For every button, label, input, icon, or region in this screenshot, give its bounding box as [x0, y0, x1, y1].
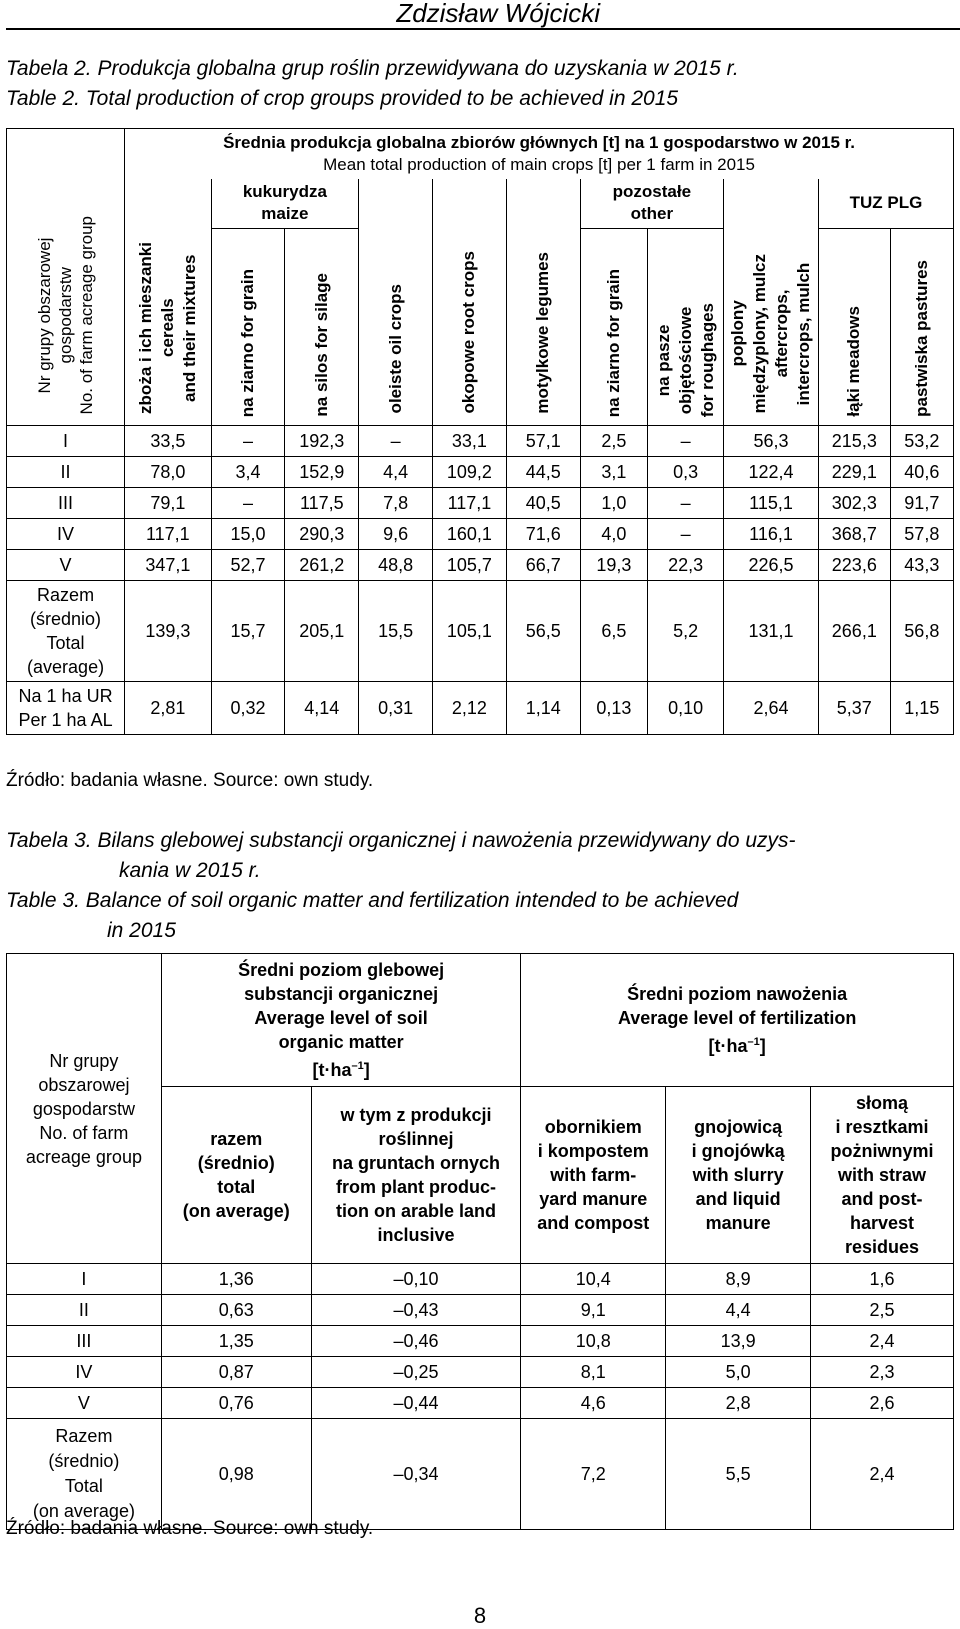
table-cell: 0,32 [211, 682, 285, 735]
group-col-l2: gospodarstw [56, 266, 76, 363]
main-head-pl: Średnia produkcja globalna zbiorów głównych [t] na 1 gospodarstwo w 2015 r. [223, 132, 856, 152]
table-cell: 2,5 [580, 426, 647, 457]
row-label: I [7, 1264, 162, 1295]
table-cell: 4,14 [285, 682, 359, 735]
table3-total-row [7, 1419, 954, 1530]
table-cell: 57,8 [890, 519, 953, 550]
cereals-l1: zboża i ich mieszanki [135, 241, 155, 414]
table-cell: 368,7 [818, 519, 890, 550]
table-cell: 79,1 [125, 488, 211, 519]
table-cell: 13,9 [666, 1326, 811, 1357]
other-en: other [630, 204, 674, 224]
table3-caption-en-2: in 2015 [107, 919, 176, 942]
table-cell: 15,0 [211, 519, 285, 550]
table-cell: 5,37 [818, 682, 890, 735]
table2-source: Źródło: badania własne. Source: own study. [6, 770, 374, 791]
table-cell: 56,3 [724, 426, 819, 457]
other-header [580, 179, 723, 229]
table-cell: 1,14 [506, 682, 580, 735]
table2 [6, 128, 954, 735]
table-cell: 8,9 [666, 1264, 811, 1295]
table-cell: 53,2 [890, 426, 953, 457]
total-label: Razem (średnio) Total (average) [7, 581, 125, 682]
maize-grain-header: na ziarno for grain [211, 229, 285, 426]
cereals-l2: cereals [157, 298, 177, 358]
table2-group-col-header [7, 129, 125, 426]
table-cell: 5,2 [648, 581, 724, 682]
table3 [6, 953, 954, 1530]
table3-caption-en-1: Table 3. Balance of soil organic matter and fertilization intended to be achieved [6, 889, 739, 912]
table-cell: 261,2 [285, 550, 359, 581]
table-cell: 9,1 [521, 1295, 666, 1326]
table-cell: 40,5 [506, 488, 580, 519]
table3-body [7, 1264, 954, 1419]
cereals-header [125, 179, 211, 426]
table-cell: 2,12 [433, 682, 507, 735]
row-label: I [7, 426, 125, 457]
table-cell: 52,7 [211, 550, 285, 581]
table-cell: 205,1 [285, 581, 359, 682]
table-cell: 22,3 [648, 550, 724, 581]
table-cell: 10,8 [521, 1326, 666, 1357]
table-cell: 1,0 [580, 488, 647, 519]
table-cell: –0,43 [311, 1295, 521, 1326]
table-cell: – [359, 426, 433, 457]
table-cell: 1,35 [161, 1326, 311, 1357]
col-plant-header: w tym z produkcji roślinnej na gruntach ornych from plant produc- tion on arable land inclusive [311, 1087, 521, 1264]
table3-source: Źródło: badania własne. Source: own study. [6, 1518, 374, 1539]
table-cell: 78,0 [125, 457, 211, 488]
table-cell: – [648, 426, 724, 457]
table-cell: 4,4 [666, 1295, 811, 1326]
table-cell: 105,1 [433, 581, 507, 682]
table-cell: –0,46 [311, 1326, 521, 1357]
table-cell: 0,10 [648, 682, 724, 735]
table-cell: 290,3 [285, 519, 359, 550]
table-cell: 33,1 [433, 426, 507, 457]
table-cell: 71,6 [506, 519, 580, 550]
table-cell: 2,3 [811, 1357, 954, 1388]
intercrops-header: poplony międzyplony, mulcz aftercrops, intercrops, mulch [724, 179, 819, 426]
table-cell: 56,5 [506, 581, 580, 682]
table-row [7, 1388, 954, 1419]
table-cell: 2,6 [811, 1388, 954, 1419]
table-cell: 4,0 [580, 519, 647, 550]
table-cell: 226,5 [724, 550, 819, 581]
table3-caption-pl-1: Tabela 3. Bilans glebowej substancji organicznej i nawożenia przewidywany do uzys- [6, 829, 796, 852]
table-cell: – [211, 488, 285, 519]
table-cell: 115,1 [724, 488, 819, 519]
table-cell: 0,76 [161, 1388, 311, 1419]
table-cell: 1,6 [811, 1264, 954, 1295]
table-cell: 56,8 [890, 581, 953, 682]
table-cell: 192,3 [285, 426, 359, 457]
table-cell: – [648, 519, 724, 550]
table-cell: 10,4 [521, 1264, 666, 1295]
table-cell: 2,4 [811, 1326, 954, 1357]
table2-caption-en: Table 2. Total production of crop groups provided to be achieved in 2015 [6, 87, 679, 110]
pastures-header: pastwiska pastures [890, 229, 953, 426]
table-cell: 7,2 [521, 1419, 666, 1530]
table-cell: 229,1 [818, 457, 890, 488]
table-row [7, 488, 954, 519]
tuz-plg: TUZ PLG [849, 193, 923, 213]
table-cell: –0,25 [311, 1357, 521, 1388]
row-label: II [7, 457, 125, 488]
page-header [0, 0, 960, 30]
tuz-plg-header [818, 179, 953, 229]
table-cell: 0,98 [161, 1419, 311, 1530]
table2-body [7, 426, 954, 581]
table-row [7, 1264, 954, 1295]
perha-label: Na 1 ha UR Per 1 ha AL [7, 682, 125, 735]
table-cell: 0,87 [161, 1357, 311, 1388]
table-cell: 4,4 [359, 457, 433, 488]
table-cell: 15,7 [211, 581, 285, 682]
table-cell: 0,13 [580, 682, 647, 735]
table-cell: 266,1 [818, 581, 890, 682]
table-cell: 2,64 [724, 682, 819, 735]
table3-caption [6, 826, 796, 946]
table-cell: 116,1 [724, 519, 819, 550]
table-cell: 160,1 [433, 519, 507, 550]
table-row [7, 1357, 954, 1388]
table-cell: 347,1 [125, 550, 211, 581]
table2-caption-pl: Tabela 2. Produkcja globalna grup roślin przewidywana do uzyskania w 2015 r. [6, 57, 739, 80]
table3-total-label: Razem (średnio) Total (on average) [7, 1419, 162, 1530]
table-cell: 3,4 [211, 457, 285, 488]
table-cell: 2,5 [811, 1295, 954, 1326]
table-cell: 109,2 [433, 457, 507, 488]
table-cell: 152,9 [285, 457, 359, 488]
row-label: IV [7, 1357, 162, 1388]
table-cell: 48,8 [359, 550, 433, 581]
table-cell: 5,0 [666, 1357, 811, 1388]
table-cell: 2,81 [125, 682, 211, 735]
table-cell: 105,7 [433, 550, 507, 581]
table-cell: 9,6 [359, 519, 433, 550]
table-cell: 43,3 [890, 550, 953, 581]
table-cell: –0,34 [311, 1419, 521, 1530]
table-cell: 223,6 [818, 550, 890, 581]
maize-pl: kukurydza [242, 182, 327, 202]
table-cell: 117,1 [125, 519, 211, 550]
oil-header: oleiste oil crops [359, 179, 433, 426]
table-row [7, 426, 954, 457]
author-name: Zdzisław Wójcicki [396, 0, 600, 28]
table-cell: 1,36 [161, 1264, 311, 1295]
table-cell: – [211, 426, 285, 457]
table-cell: –0,44 [311, 1388, 521, 1419]
table2-main-header [125, 129, 954, 179]
table-cell: –0,10 [311, 1264, 521, 1295]
table-cell: 7,8 [359, 488, 433, 519]
table-cell: 1,15 [890, 682, 953, 735]
table-cell: 302,3 [818, 488, 890, 519]
table-cell: 4,6 [521, 1388, 666, 1419]
col-straw-header: słomą i resztkami pożniwnymi with straw and post- harvest residues [811, 1087, 954, 1264]
col-fym-header: obornikiem i kompostem with farm- yard manure and compost [521, 1087, 666, 1264]
fert-header: Średni poziom nawożenia Average level of fertilization $[t\cdot ha^{-1}]$ [521, 954, 954, 1087]
main-head-en: Mean total production of main crops [t] per 1 farm in 2015 [323, 154, 755, 174]
table-row [7, 457, 954, 488]
table-cell: 215,3 [818, 426, 890, 457]
maize-en: maize [261, 204, 309, 224]
col-total-header: razem (średnio) total (on average) [161, 1087, 311, 1264]
table-cell: 57,1 [506, 426, 580, 457]
table-cell: 2,8 [666, 1388, 811, 1419]
table2-perha-row [7, 682, 954, 735]
table-cell: 44,5 [506, 457, 580, 488]
table-cell: 6,5 [580, 581, 647, 682]
table-cell: 3,1 [580, 457, 647, 488]
row-label: II [7, 1295, 162, 1326]
other-pl: pozostałe [612, 182, 692, 202]
maize-header [211, 179, 359, 229]
meadows-header: łąki meadows [818, 229, 890, 426]
row-label: V [7, 1388, 162, 1419]
roughage-header: na pasze objętościowe for roughages [648, 229, 724, 426]
table-cell: 40,6 [890, 457, 953, 488]
table-cell: 15,5 [359, 581, 433, 682]
table-cell: 117,1 [433, 488, 507, 519]
som-header: Średni poziom glebowej substancji organicznej Average level of soil organic matter $[t\cdot ha^{-1}]$ [161, 954, 520, 1087]
table-row [7, 1295, 954, 1326]
table-cell: 117,5 [285, 488, 359, 519]
group-col-l3: No. of farm acreage group [77, 215, 97, 414]
table3-group-header: Nr grupy obszarowej gospodarstw No. of farm acreage group [7, 954, 162, 1264]
table-cell: 8,1 [521, 1357, 666, 1388]
page-number: 8 [473, 1603, 487, 1628]
table-cell: 131,1 [724, 581, 819, 682]
table-cell: – [648, 488, 724, 519]
row-label: III [7, 1326, 162, 1357]
table2-caption [6, 54, 739, 114]
table-cell: 2,4 [811, 1419, 954, 1530]
row-label: IV [7, 519, 125, 550]
legumes-header: motylkowe legumes [506, 179, 580, 426]
table-cell: 5,5 [666, 1419, 811, 1530]
table3-caption-pl-2: kania w 2015 r. [119, 859, 261, 882]
table-cell: 0,31 [359, 682, 433, 735]
table-row [7, 519, 954, 550]
table-row [7, 1326, 954, 1357]
header-rule [6, 28, 960, 30]
row-label: V [7, 550, 125, 581]
root-header: okopowe root crops [433, 179, 507, 426]
table-cell: 66,7 [506, 550, 580, 581]
table-row [7, 550, 954, 581]
table-cell: 139,3 [125, 581, 211, 682]
other-grain-header: na ziarno for grain [580, 229, 647, 426]
table-cell: 0,3 [648, 457, 724, 488]
table-cell: 91,7 [890, 488, 953, 519]
group-col-l1: Nr grupy obszarowej [35, 236, 55, 393]
table-cell: 19,3 [580, 550, 647, 581]
row-label: III [7, 488, 125, 519]
table2-total-row [7, 581, 954, 682]
table-cell: 0,63 [161, 1295, 311, 1326]
col-slurry-header: gnojowicą i gnojówką with slurry and liquid manure [666, 1087, 811, 1264]
table-cell: 122,4 [724, 457, 819, 488]
maize-silage-header: na silos for silage [285, 229, 359, 426]
table-cell: 33,5 [125, 426, 211, 457]
cereals-l3: and their mixtures [179, 254, 199, 402]
